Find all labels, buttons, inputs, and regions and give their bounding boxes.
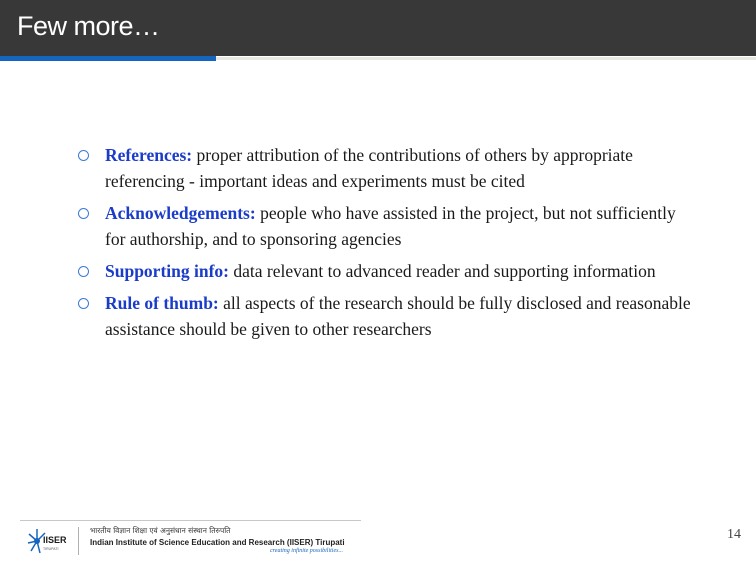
- circle-bullet-icon: [78, 298, 89, 309]
- bullet-text: all aspects of the research should be fully disclosed and reasonable assistance should be given to other researchers: [105, 293, 691, 339]
- logo-text: IISER: [43, 535, 67, 545]
- title-bar: [0, 0, 756, 56]
- bullet-term: References:: [105, 145, 193, 165]
- institute-tagline: creating infinite possibilities...: [270, 548, 343, 554]
- title-underline: [216, 57, 756, 60]
- title-accent-line: [0, 56, 216, 61]
- circle-bullet-icon: [78, 150, 89, 161]
- bullet-term: Rule of thumb:: [105, 293, 219, 313]
- bullet-term: Acknowledgements:: [105, 203, 256, 223]
- bullet-term: Supporting info:: [105, 261, 229, 281]
- logo-divider: [78, 527, 79, 555]
- circle-bullet-icon: [78, 208, 89, 219]
- institute-name: Indian Institute of Science Education and Research (IISER) Tirupati: [90, 538, 345, 547]
- page-number: 14: [727, 527, 741, 542]
- logo-subtext: TIRUPATI: [43, 547, 59, 551]
- iiser-logo: [26, 525, 72, 557]
- bullet-supporting-info: [78, 258, 698, 284]
- bullet-references: [78, 142, 698, 194]
- bullet-acknowledgements: [78, 200, 698, 252]
- bullet-text: proper attribution of the contributions of others by appropriate referencing - important ideas and experiments must be cited: [105, 145, 633, 191]
- circle-bullet-icon: [78, 266, 89, 277]
- bullet-text: data relevant to advanced reader and supporting information: [229, 261, 656, 281]
- slide-title: Few more…: [17, 11, 160, 41]
- bullet-rule-of-thumb: [78, 290, 698, 342]
- institute-name-hindi: भारतीय विज्ञान शिक्षा एवं अनुसंधान संस्थान तिरुपति: [90, 526, 231, 535]
- bullet-text: people who have assisted in the project, but not sufficiently for authorship, and to sponsoring agencies: [105, 203, 676, 249]
- bullet-list: [78, 142, 698, 348]
- footer-divider: [20, 520, 361, 521]
